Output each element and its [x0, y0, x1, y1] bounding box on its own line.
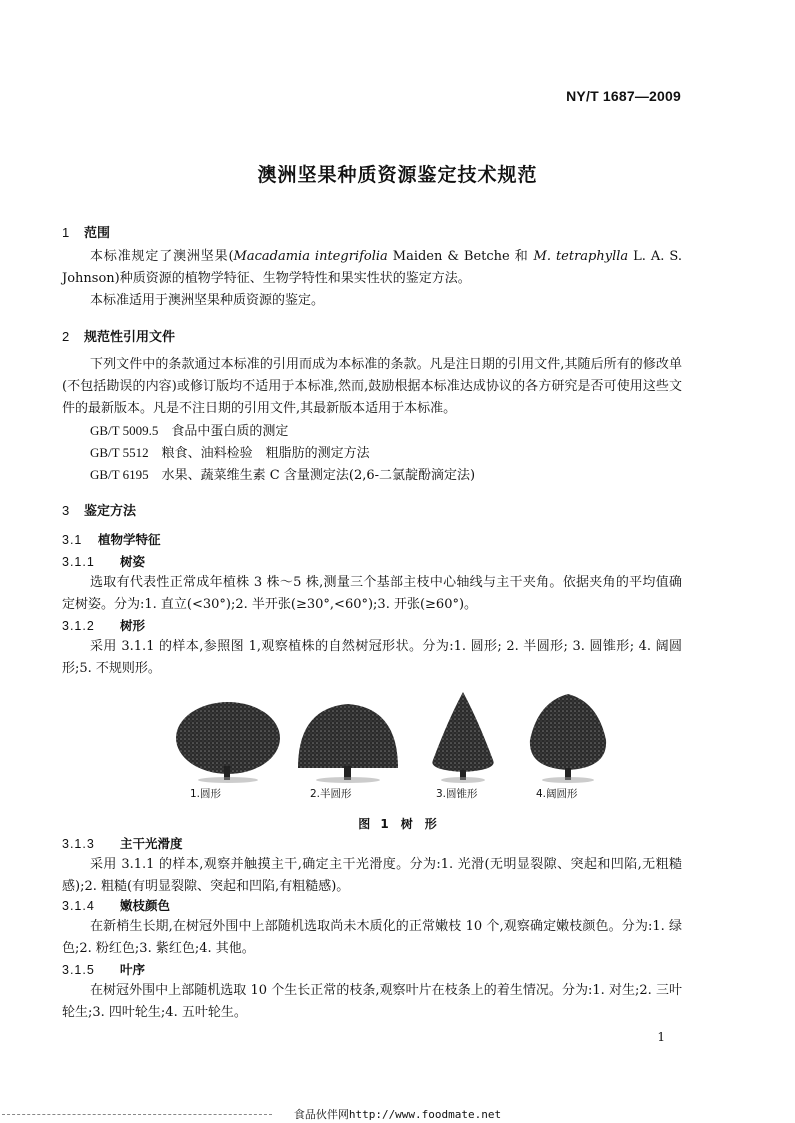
- reference-title: 水果、蔬菜维生素 C 含量测定法(2,6-二氯靛酚滴定法): [161, 468, 476, 483]
- subsection-number: 3.1.4: [62, 899, 95, 913]
- reference-code: GB/T 6195: [90, 467, 149, 482]
- reference-title: 粮食、油料检验 粗脂肪的测定方法: [161, 446, 370, 461]
- figure-caption-round: 1.圆形: [190, 788, 222, 800]
- section-number: 2: [62, 329, 70, 344]
- subsection-title: 植物学特征: [98, 532, 161, 547]
- subsection-number: 3.1: [62, 533, 83, 547]
- section-3-heading: [62, 500, 136, 519]
- subsection-number: 3.1.1: [62, 555, 95, 569]
- normative-references-paragraph: 下列文件中的条款通过本标准的引用而成为本标准的条款。凡是注日期的引用文件,其随后所有的修改单(不包括勘误的内容)或修订版均不适用于本标准,然而,鼓励根据本标准达成协议的各方研究是否可使用这些文件的最新版本。凡是不注日期的引用文件,其最新版本适用于本标准。: [62, 357, 682, 416]
- subsection-3-1-2-heading: [62, 616, 145, 634]
- reference-code: GB/T 5512: [90, 445, 149, 460]
- section-number: 3: [62, 503, 70, 518]
- scope-applicability: 本标准适用于澳洲坚果种质资源的鉴定。: [90, 293, 325, 308]
- species-name: Macadamia integrifolia: [233, 249, 388, 264]
- text-run: L. A. S. Johnson)种质资源的植物学特征、生物学特性和果实性状的鉴定方法。: [62, 249, 682, 286]
- broad-round-tree-illustration: [518, 690, 618, 785]
- subsection-title: 叶序: [120, 962, 146, 977]
- round-tree-illustration: [168, 690, 288, 785]
- text-run: Maiden & Betche 和: [387, 249, 534, 264]
- tree-shape-figure: [168, 690, 628, 800]
- subsection-3-1-3-heading: [62, 834, 183, 852]
- reference-title: 食品中蛋白质的测定: [171, 424, 289, 439]
- scope-paragraph: [62, 246, 682, 290]
- footer: [0, 1106, 795, 1122]
- section-1-heading: [62, 222, 110, 241]
- subsection-title: 嫩枝颜色: [120, 898, 171, 913]
- cone-tree-illustration: [418, 690, 508, 785]
- standard-number: NY/T 1687—2009: [566, 88, 681, 104]
- subsection-3-1-1-heading: [62, 552, 145, 570]
- tree-shape-paragraph: 采用 3.1.1 的样本,参照图 1,观察植株的自然树冠形状。分为:1. 圆形; 2. 半圆形; 3. 圆锥形; 4. 阔圆形;5. 不规则形。: [62, 639, 682, 676]
- species-name: M. tetraphylla: [533, 249, 629, 264]
- section-title: 规范性引用文件: [84, 330, 176, 345]
- phyllotaxy-paragraph: 在树冠外围中上部随机选取 10 个生长正常的枝条,观察叶片在枝条上的着生情况。分为:1. 对生;2. 三叶轮生;3. 四叶轮生;4. 五叶轮生。: [62, 983, 682, 1020]
- subsection-3-1-4-heading: [62, 896, 170, 914]
- subsection-title: 主干光滑度: [120, 836, 183, 851]
- tree-posture-paragraph: 选取有代表性正常成年植株 3 株～5 株,测量三个基部主枝中心轴线与主干夹角。依据夹角的平均值确定树姿。分为:1. 直立(<30°);2. 半开张(≥30°,<60°);3. 开张(≥60°)。: [62, 575, 682, 612]
- shoot-color-paragraph: 在新梢生长期,在树冠外围中上部随机选取尚未木质化的正常嫩枝 10 个,观察确定嫩枝颜色。分为:1. 绿色;2. 粉红色;3. 紫红色;4. 其他。: [62, 919, 682, 956]
- figure-title: 图 1 树 形: [358, 817, 437, 831]
- page-title: 澳洲坚果种质资源鉴定技术规范: [257, 164, 538, 186]
- subsection-number: 3.1.2: [62, 619, 95, 633]
- subsection-3-1-5-heading: [62, 960, 145, 978]
- figure-caption-semicircle: 2.半圆形: [310, 788, 352, 800]
- page-number: 1: [657, 1030, 665, 1044]
- reference-item: [90, 442, 370, 465]
- figure-caption-cone: 3.圆锥形: [436, 788, 478, 800]
- subsection-number: 3.1.3: [62, 837, 95, 851]
- subsection-title: 树姿: [120, 554, 146, 569]
- reference-code: GB/T 5009.5: [90, 423, 159, 438]
- reference-item: [90, 420, 288, 443]
- text-run: 本标准规定了澳洲坚果(: [90, 249, 234, 264]
- section-2-heading: [62, 326, 175, 345]
- reference-item: [90, 464, 475, 487]
- subsection-number: 3.1.5: [62, 963, 95, 977]
- semicircle-tree-illustration: [288, 690, 408, 785]
- trunk-smoothness-paragraph: 采用 3.1.1 的样本,观察并触摸主干,确定主干光滑度。分为:1. 光滑(无明显裂隙、突起和凹陷,无粗糙感);2. 粗糙(有明显裂隙、突起和凹陷,有粗糙感)。: [62, 857, 682, 894]
- figure-caption-broad-round: 4.阔圆形: [536, 788, 578, 800]
- section-title: 范围: [84, 226, 111, 241]
- section-title: 鉴定方法: [84, 504, 137, 519]
- section-number: 1: [62, 225, 70, 240]
- footer-url[interactable]: http://www.foodmate.net: [348, 1108, 502, 1121]
- subsection-3-1-heading: [62, 530, 161, 548]
- subsection-title: 树形: [120, 618, 146, 633]
- footer-site-name: 食品伙伴网: [293, 1108, 349, 1121]
